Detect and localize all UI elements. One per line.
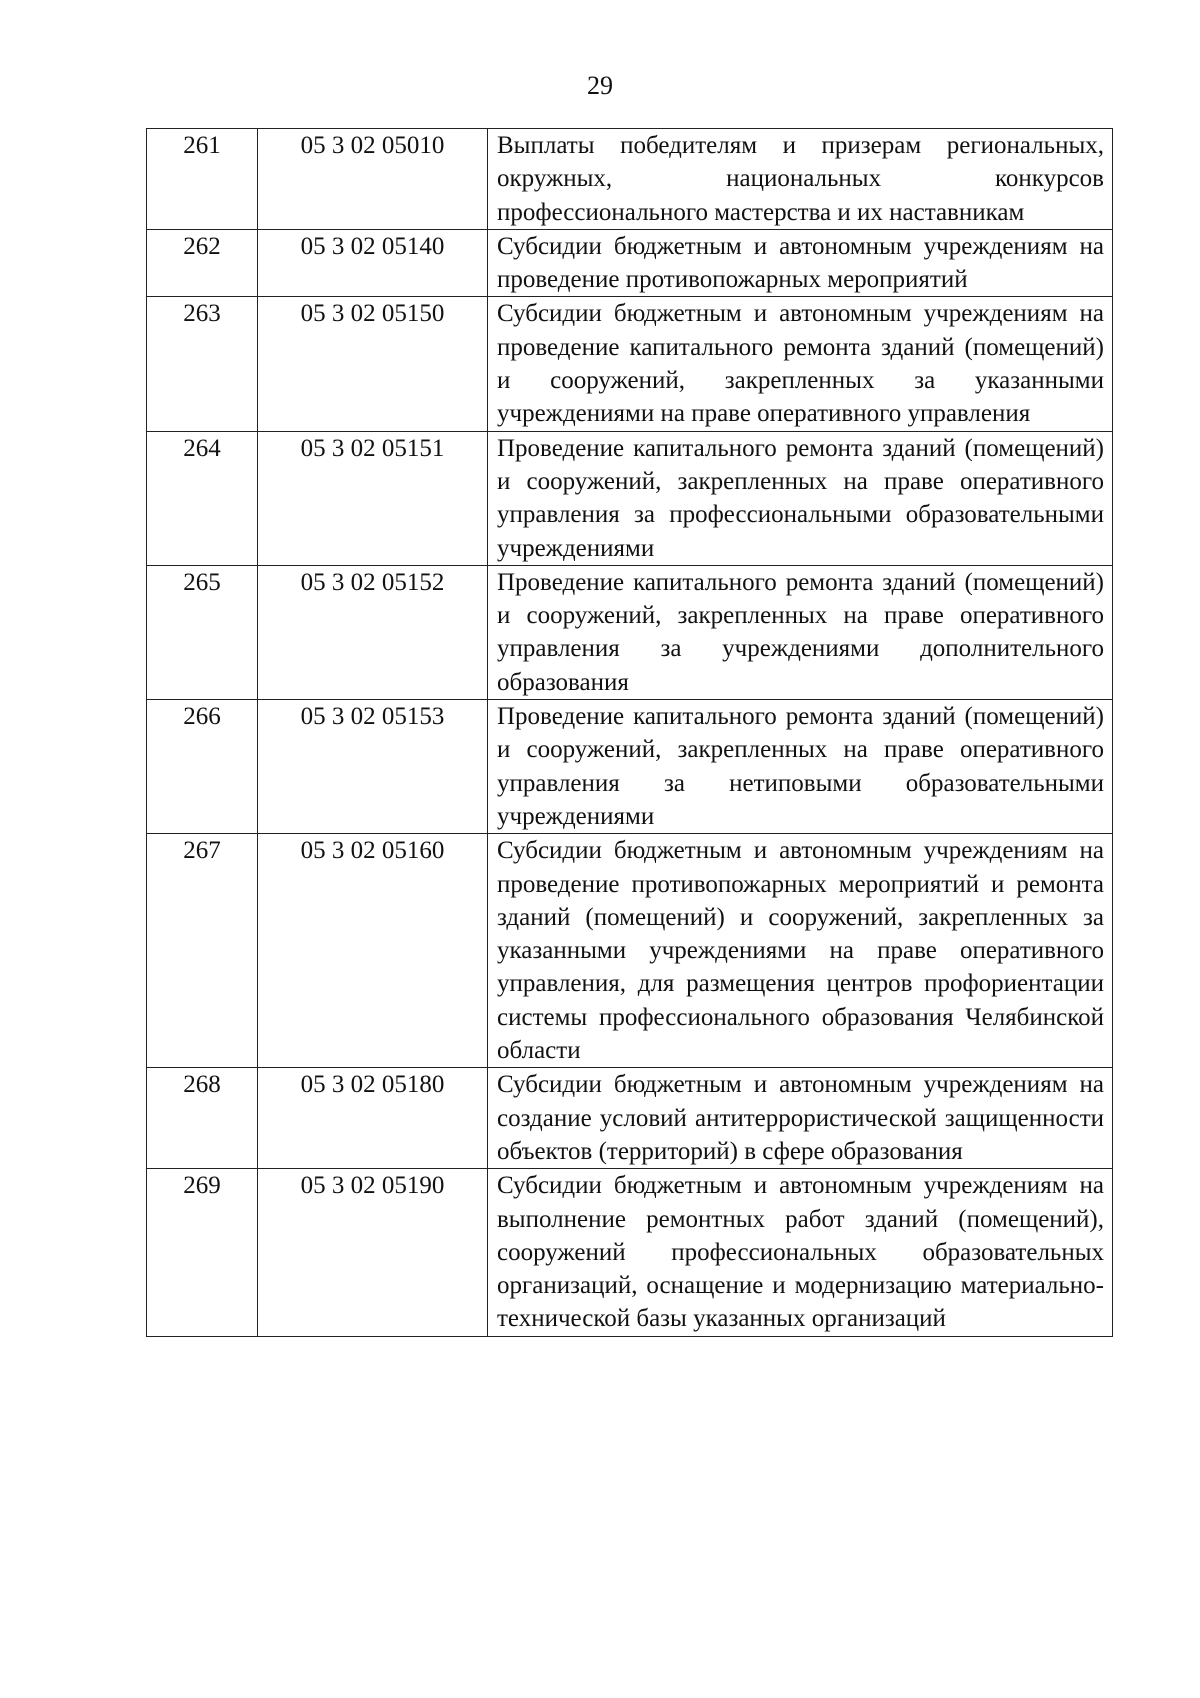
row-number: 268 [147,1068,258,1169]
target-code: 05 3 02 05150 [258,297,488,431]
row-number: 264 [147,431,258,565]
table-row [147,229,1113,297]
target-code: 05 3 02 05180 [258,1068,488,1169]
row-number: 262 [147,229,258,297]
target-code: 05 3 02 05010 [258,129,488,230]
target-code: 05 3 02 05190 [258,1169,488,1336]
table-row [147,1068,1113,1169]
row-description: Проведение капитального ремонта зданий (помещений) и сооружений, закрепленных на праве оперативного управления за нетиповыми образовательными учреждениями [488,700,1113,834]
row-number: 266 [147,700,258,834]
row-number: 267 [147,834,258,1068]
row-description: Субсидии бюджетным и автономным учреждениям на проведение капитального ремонта зданий (помещений) и сооружений, закрепленных за указанными учреждениями на праве оперативного управления [488,297,1113,431]
target-code: 05 3 02 05153 [258,700,488,834]
row-description: Субсидии бюджетным и автономным учреждениям на создание условий антитеррористической защищенности объектов (территорий) в сфере образования [488,1068,1113,1169]
row-number: 261 [147,129,258,230]
row-description: Субсидии бюджетным и автономным учреждениям на проведение противопожарных мероприятий [488,229,1113,297]
row-description: Проведение капитального ремонта зданий (помещений) и сооружений, закрепленных на праве оперативного управления за учреждениями дополнительного образования [488,565,1113,699]
table-row [147,834,1113,1068]
table-row [147,431,1113,565]
row-description: Субсидии бюджетным и автономным учреждениям на выполнение ремонтных работ зданий (помещений), сооружений профессиональных образовательных организаций, оснащение и модернизацию материально-технической базы указанных организаций [488,1169,1113,1336]
row-description: Субсидии бюджетным и автономным учреждениям на проведение противопожарных мероприятий и ремонта зданий (помещений) и сооружений, закрепленных за указанными учреждениями на праве оперативного управления, для размещения центров профориентации системы профессионального образования Челябинской области [488,834,1113,1068]
row-description: Выплаты победителям и призерам региональных, окружных, национальных конкурсов профессионального мастерства и их наставникам [488,129,1113,230]
target-code: 05 3 02 05151 [258,431,488,565]
target-code: 05 3 02 05152 [258,565,488,699]
row-description: Проведение капитального ремонта зданий (помещений) и сооружений, закрепленных на праве оперативного управления за профессиональными образовательными учреждениями [488,431,1113,565]
row-number: 269 [147,1169,258,1336]
table-row [147,129,1113,230]
row-number: 263 [147,297,258,431]
table-row [147,700,1113,834]
target-code: 05 3 02 05160 [258,834,488,1068]
table-row [147,297,1113,431]
budget-classification-table [146,128,1113,1337]
table-row [147,565,1113,699]
page-number: 29 [587,71,613,100]
row-number: 265 [147,565,258,699]
table-row [147,1169,1113,1336]
target-code: 05 3 02 05140 [258,229,488,297]
